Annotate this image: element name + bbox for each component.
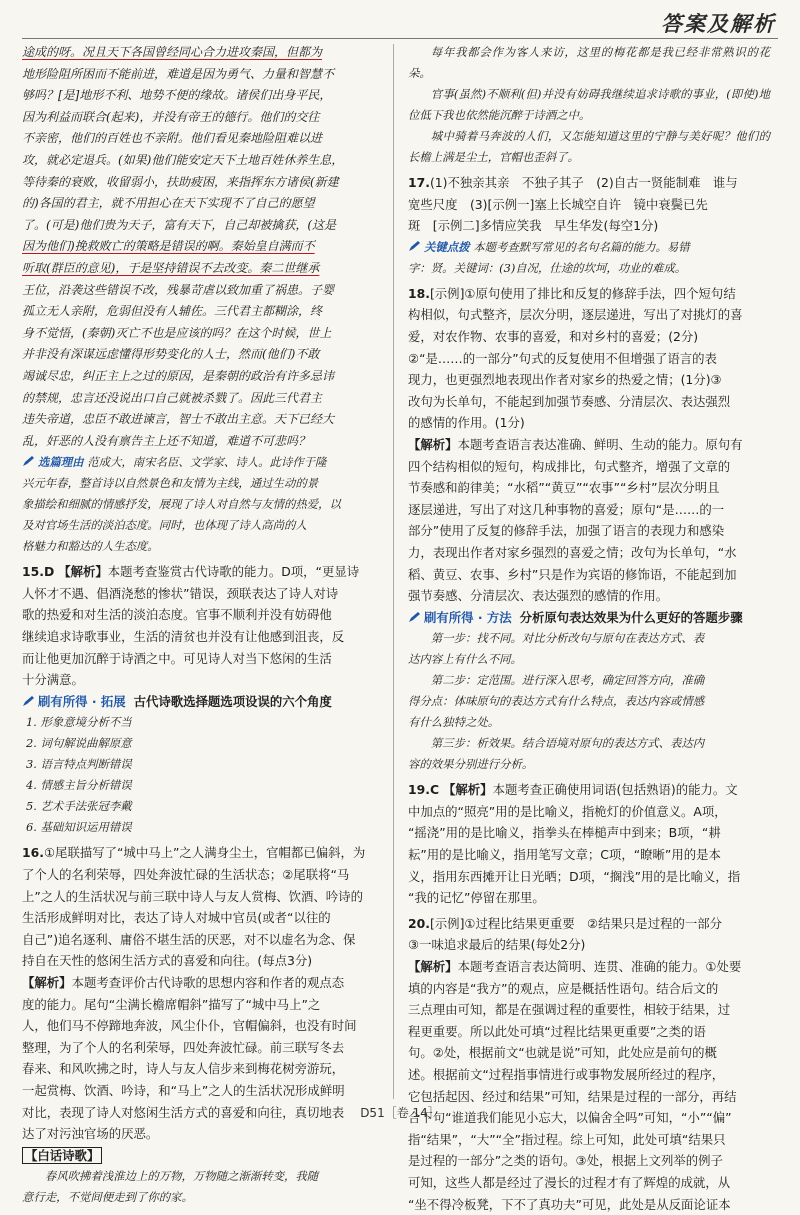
text-line: “我的记忆”停留在那里。 <box>408 890 545 906</box>
header-rule <box>22 38 778 39</box>
question-19 <box>408 779 770 909</box>
text-line: 不亲密，他们的百姓也不亲附。他们看见秦地险阻难以进 <box>22 131 323 146</box>
text-line: 稻、黄豆、农事、乡村”只是作为宾语的修饰语，不能起到加 <box>408 566 737 582</box>
text-line: 选篇理由 范成大，南宋名臣、文学家、诗人。此诗作于隆 <box>22 452 384 473</box>
question-20 <box>408 913 770 1215</box>
question-number: 20. <box>408 915 430 931</box>
text-line: 节奏感和韵律美；“水稻”“黄豆”“农事”“乡村”层次分明且 <box>408 480 720 496</box>
text-line: 生活形成鲜明对比，表达了诗人对城中官员(或者“以往的 <box>22 910 331 926</box>
text-line: 攻，就必定退兵。(如果)他们能安定天下土地百姓休养生息， <box>22 152 344 167</box>
text-line: 的禁规，忠言还没说出口自己就被杀戮了。因此三代君主 <box>22 390 323 405</box>
list-item: 4. 情感主旨分析错误 <box>26 778 132 793</box>
list-item: 5. 艺术手法张冠李戴 <box>26 799 132 814</box>
text-line: 【解析】本题考查评价古代诗歌的思想内容和作者的观点态 <box>22 975 345 990</box>
text-line: 指“结果”，“大”“全”指过程。综上可知，此处可填“结果只 <box>408 1131 726 1147</box>
text-line: 强节奏感、分清层次、表达强烈的感情的作用。 <box>408 588 669 604</box>
method-box <box>408 607 770 776</box>
right-column <box>408 42 770 1215</box>
text-line: 耘”用的是比喻义，指用笔写文章；C项，“瞭晰”用的是本 <box>408 847 721 863</box>
text-line: 因为利益而联合(起来)，并没有帝王的德行。他们的交往 <box>22 109 320 124</box>
text-line: 部分”使用了反复的修辞手法，加强了语言的表现力和感染 <box>408 523 725 539</box>
gain-label: 刷有所得 · 拓展 <box>38 693 126 709</box>
text-line: 是过程的一部分”之类的语句。③处，根据上文列举的例子 <box>408 1153 723 1169</box>
analysis-tag: 【解析】 <box>58 564 108 580</box>
text-line: 句。②处，根据前文“也就是说”可知，此处应是前句的概 <box>408 1045 717 1061</box>
answer-letter: C <box>429 782 440 798</box>
analysis-tag: 【解析】 <box>22 975 72 990</box>
text-line: 了。(可是)他们贵为天子，富有天下，自己却被擒获，(这是 <box>22 217 337 232</box>
translation-continued <box>22 42 384 452</box>
text-line: 三点理由可知，都是在强调过程的重要性，相较于结果，过 <box>408 1002 731 1018</box>
text-line: 官事(虽然)不顺利(但)并没有妨碍我继续追求诗歌的事业，(即使)地位低下我也依然能沉醉于诗酒之中。 <box>408 87 770 122</box>
text-line: 乱，奸恶的人没有禀告主上还不知道，难道不可悲吗？ <box>22 433 311 448</box>
column-divider <box>393 44 394 1099</box>
key-tip-label: 关键点拨 <box>424 239 470 254</box>
text-line: 身不觉悟，(秦朝)灭亡不也是应该的吗？在这个时候，世上 <box>22 325 332 340</box>
text-line: 关键点拨 本题考查默写常见的名句名篇的能力。易错 <box>408 237 770 258</box>
text-line: 19.C 【解析】本题考查正确使用词语(包括熟语)的能力。文 <box>408 782 738 798</box>
question-number: 15. <box>22 564 44 580</box>
text-line: 意行走，不觉间便走到了你的家。 <box>22 1190 193 1205</box>
text-line: 述。根据前文“过程指事情进行或事物发展所经过的程序， <box>408 1067 725 1082</box>
pen-icon <box>22 455 36 467</box>
text-line: 【解析】本题考查语言表达准确、鲜明、生动的能力。原句有 <box>408 436 743 452</box>
selection-reason <box>22 452 384 557</box>
text-line: 春来、和风吹拂之时，诗人与友人信步来到梅花树旁游玩， <box>22 1061 345 1077</box>
text-line: 15.D 【解析】本题考查鉴赏古代诗歌的能力。D项，“更显诗 <box>22 564 360 580</box>
text-line: 十分满意。 <box>22 672 84 688</box>
text-line: 有什么独特之处。 <box>408 715 500 730</box>
text-line: 容的效果分别进行分析。 <box>408 757 534 772</box>
question-16 <box>22 842 384 1208</box>
poem-translation <box>408 42 770 168</box>
text-line: 竭诚尽忠，纠正主上之过的原因，是秦朝的政治有许多忌讳 <box>22 368 335 383</box>
text-line: 程更重要。所以此处可填“过程比结果更重要”之类的语 <box>408 1023 706 1039</box>
analysis-tag: 【解析】 <box>443 782 493 798</box>
text-line: 改句为长单句，不能起到加强节奏感、分清层次、表达强烈 <box>408 393 731 409</box>
page-number: D51［卷 14］ <box>360 1106 440 1120</box>
text-line: 对比，表现了诗人对悠闲生活方式的喜爱和向往，真切地表 <box>22 1104 345 1120</box>
text-line: 上”之人的生活状况与前三联中诗人与友人赏梅、饮酒、吟诗的 <box>22 888 363 904</box>
text-line: 力，表现出作者对家乡强烈的喜爱之情；改句为长单句，“水 <box>408 544 737 560</box>
text-line: 春风吹拂着浅淮边上的万物，万物随之渐渐转变，我随 <box>44 1169 319 1184</box>
text-line: 而让他更加沉醉于诗酒之中。可见诗人对当下悠闲的生活 <box>22 650 332 666</box>
text-line: 违失帝道，忠臣不敢进谏言，智士不敢出主意。天下已经大 <box>22 412 335 427</box>
text-line: 可知，这些人都是经过了漫长的过程才有了辉煌的成就，从 <box>408 1174 731 1190</box>
text-line: 20.[示例]①过程比结果更重要 ②结果只是过程的一部分 <box>408 915 723 931</box>
list-item: 1. 形象意境分析不当 <box>26 715 132 730</box>
list-item: 3. 语言特点判断错误 <box>26 757 132 772</box>
text-line: 一起赏梅、饮酒、吟诗，和“马上”之人的生活状况形成鲜明 <box>22 1082 345 1098</box>
pen-icon <box>408 611 422 623</box>
text-line: 字：贤。关键词：(3)自况，仕途的坎坷，功业的难成。 <box>408 260 687 275</box>
text-line: 现力，也更强烈地表现出作者对家乡的热爱之情；(1分)③ <box>408 372 722 388</box>
text-line: 第三步：析效果。结合语境对原句的表达方式、表达内 <box>430 736 705 751</box>
text-line: 兴元年春，整首诗以自然景色和友情为主线，通过生动的景 <box>22 476 319 491</box>
text-line: “摇浇”用的是比喻义，指拳头在棒槌声中到来；B项，“耕 <box>408 825 721 841</box>
text-line: 自己”)追名逐利、庸俗不堪生活的厌恶，对不以虚名为念、保 <box>22 931 356 947</box>
question-number: 17. <box>408 175 430 190</box>
text-line: 第二步：定范围。进行深入思考，确定回答方向，准确 <box>430 673 705 688</box>
text-line: 度的能力。尾句“尘满长檐席帽斜”描写了“城中马上”之 <box>22 996 321 1012</box>
question-number: 16. <box>22 845 44 861</box>
text-line: 得分点：体味原句的表达方式有什么特点，表达内容或情感 <box>408 694 705 709</box>
question-number: 19. <box>408 782 430 798</box>
list-item: 2. 词句解说曲解原意 <box>26 736 132 751</box>
analysis-tag: 【解析】 <box>408 436 458 452</box>
text-line: 的感情的作用。(1分) <box>408 415 525 431</box>
text-line: 够吗？[是]地形不利、地势不便的缘故。诸侯们出身平民， <box>22 88 332 103</box>
text-line: 义，指用东西摊开让日光晒；D项，“搁浅”用的是比喻义，指 <box>408 868 741 884</box>
text-line: 继续追求诗歌事业，生活的清贫也并没有让他感到沮丧，反 <box>22 629 345 645</box>
list-item: 6. 基础知识运用错误 <box>26 820 132 835</box>
text-line: 四个结构相似的短句，构成排比，句式整齐，增强了文章的 <box>408 458 731 474</box>
selection-reason-label: 选篇理由 <box>38 455 84 470</box>
text-line: 听取(群臣的意见)，于是坚持错误不去改变。秦二世继承 <box>22 260 320 275</box>
text-line: 地形险阻所困而不能前进，难道是因为勇气、力量和智慧不 <box>22 66 335 81</box>
text-line: 了个人的名利荣辱，四处奔波忙碌的生活状态；②尾联将“马 <box>22 867 350 883</box>
text-line: 17.(1)不独亲其亲 不独子其子 (2)自古一贤能制难 谁与 <box>408 175 738 190</box>
text-line: 歌的热爱和对生活的淡泊态度。官事不顺利并没有妨碍他 <box>22 607 332 623</box>
text-line: 人，他们马不停蹄地奔波，风尘仆仆，官帽偏斜，也没有时间 <box>22 1018 357 1034</box>
text-line: 斑 [示例二]多情应笑我 早生华发(每空1分) <box>408 218 659 234</box>
text-line: 并非没有深谋远虑懂得形势变化的人士，然而(他们)不敢 <box>22 347 320 362</box>
pen-icon <box>22 695 36 707</box>
text-line: “坐不得冷板凳，下不了真功夫”可见，此处是从反面论证本 <box>408 1196 731 1212</box>
gain-extension <box>22 691 384 839</box>
answer-letter: D <box>43 564 55 580</box>
method-header <box>408 607 770 629</box>
gain-header <box>22 691 384 713</box>
text-line: 中加点的“照亮”用的是比喻义，指桅灯的价值意义。A项， <box>408 803 727 819</box>
text-line: 每年我都会作为客人来访，这里的梅花都是我已经非常熟识的花朵。 <box>408 45 770 80</box>
text-line: 宽些尺度 (3)[示例一]塞上长城空自许 镜中衰鬓已先 <box>408 196 708 212</box>
text-line: 整理，为了个人的名利荣辱，四处奔波忙碌。前三联写冬去 <box>22 1039 345 1055</box>
text-line: 爱，对农作物、农事的喜爱，和对乡村的喜爱；(2分) <box>408 328 699 344</box>
question-number: 18. <box>408 285 430 301</box>
text-line: 第一步：找不同。对比分析改句与原句在表达方式、表 <box>430 631 705 646</box>
text-line: 及对官场生活的淡泊态度。同时，也体现了诗人高尚的人 <box>22 518 307 533</box>
text-line: 达了对污浊官场的厌恶。 <box>22 1126 159 1142</box>
text-line: 【解析】本题考查语言表达简明、连贯、准确的能力。①处要 <box>408 959 742 975</box>
text-line: 16.①尾联描写了“城中马上”之人满身尘土，官帽都已偏斜，为 <box>22 845 366 861</box>
text-line: 持自在天性的悠闲生活方式的喜爱和向往。(每点3分) <box>22 953 313 969</box>
text-line: 合下句“谁道我们能见小忘大，以偏舍全吗”可知，“小”“偏” <box>408 1110 732 1126</box>
text-line: ③一味追求最后的结果(每处2分) <box>408 937 586 953</box>
text-line: 王位，沿袭这些错误不改，残暴苛虐以致加重了祸患。子婴 <box>22 282 335 297</box>
text-line: 填的内容是“我方”的观点，应是概括性语句。结合后文的 <box>408 980 719 996</box>
text-line: 等待秦的衰败，收留弱小，扶助疲困，来指挥东方诸侯(新建 <box>22 174 339 189</box>
text-line: 达内容上有什么不同。 <box>408 652 522 667</box>
text-line: 的)各国的君主，就不用担心在天下实现不了自己的愿望 <box>22 196 315 211</box>
text-line: 象描绘和细腻的情感抒发，展现了诗人对自然与友情的热爱，以 <box>22 497 341 512</box>
text-line: 因为他们)挽救败亡的策略是错误的啊。秦始皇自满而不 <box>22 239 315 254</box>
text-line: ②“是……的一部分”句式的反复使用不但增强了语言的表 <box>408 350 717 366</box>
pen-icon <box>408 240 422 252</box>
text-line: 格魅力和豁达的人生态度。 <box>22 539 159 554</box>
question-15 <box>22 561 384 691</box>
text-line: 孤立无人亲附，危弱但没有人辅佐。三代君主都糊涂，终 <box>22 304 323 319</box>
question-18 <box>408 283 770 607</box>
text-line: 途成的呀。况且天下各国曾经同心合力进攻秦国，但都为 <box>22 45 323 59</box>
text-line: 人怀才不遇、倡酒浇愁的惨状”错误，颈联表达了诗人对诗 <box>22 585 339 601</box>
text-line: 18.[示例]①原句使用了排比和反复的修辞手法，四个短句结 <box>408 285 736 301</box>
method-title: 分析原句表达效果为什么更好的答题步骤 <box>519 609 743 625</box>
left-column <box>22 42 384 1208</box>
page-header-title: 答案及解析 <box>661 11 776 36</box>
text-line: 逐层递进，写出了对这几种事物的喜爱；原句“是……的一 <box>408 501 725 517</box>
text-line: 它包括起因、经过和结果”可知，结果是过程的一部分，再结 <box>408 1088 737 1104</box>
question-17 <box>408 172 770 279</box>
method-label: 刷有所得 · 方法 <box>424 609 512 625</box>
vernacular-title: 【白话诗歌】 <box>22 1145 384 1167</box>
analysis-tag: 【解析】 <box>408 959 458 975</box>
gain-title: 古代诗歌选择题选项设误的六个角度 <box>133 693 332 709</box>
text-line: 城中骑着马奔波的人们，又怎能知道这里的宁静与美好呢？他们的长檐上满是尘土，官帽也歪斜了。 <box>408 129 770 164</box>
text-line: 构相似，句式整齐，层次分明，逐层递进，写出了对挑灯的喜 <box>408 307 743 323</box>
